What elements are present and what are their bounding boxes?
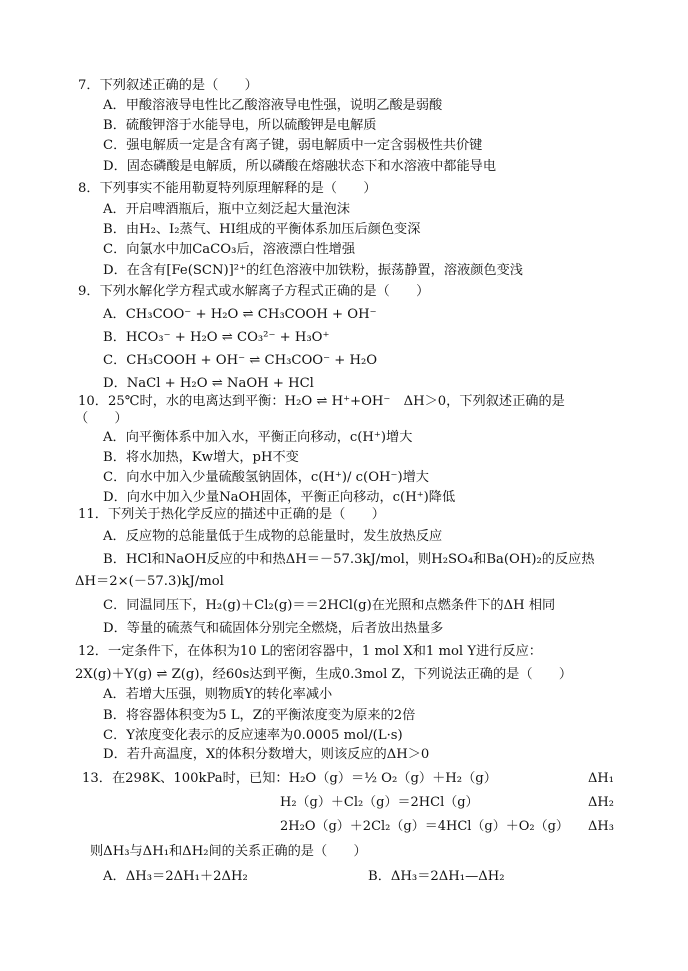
q12-option-c: C．Y浓度变化表示的反应速率为0.0005 mol/(L·s) <box>103 728 403 743</box>
q8-option-c: C．向氯水中加CaCO₃后，溶液漂白性增强 <box>103 242 356 257</box>
q13-dh3: ΔH₃ <box>588 819 614 834</box>
q8-option-a: A．开启啤酒瓶后，瓶中立刻泛起大量泡沫 <box>103 202 350 217</box>
q7-option-a: A．甲酸溶液导电性比乙酸溶液导电性强，说明乙酸是弱酸 <box>103 98 443 113</box>
q11-stem: 11．下列关于热化学反应的描述中正确的是（ ） <box>78 507 385 522</box>
q10-option-c: C．向水中加入少量硫酸氢钠固体，c(H⁺)/ c(OH⁻)增大 <box>103 470 429 485</box>
q9-option-c: C．CH₃COOH + OH⁻ ⇌ CH₃COO⁻ + H₂O <box>103 353 378 368</box>
q7-option-d: D．固态磷酸是电解质，所以磷酸在熔融状态下和水溶液中都能导电 <box>103 159 497 174</box>
q12-stem: 12．一定条件下，在体积为10 L的密闭容器中，1 mol X和1 mol Y进行反应： <box>78 644 542 659</box>
q10-option-a: A．向平衡体系中加入水，平衡正向移动，c(H⁺)增大 <box>103 430 413 445</box>
q9-option-a: A．CH₃COO⁻ + H₂O ⇌ CH₃COOH + OH⁻ <box>103 307 377 322</box>
q13-stem: 13．在298K、100kPa时，已知：H₂O（g）＝½ O₂（g）＋H₂（g） <box>82 771 497 786</box>
q13-option-b: B．ΔH₃＝2ΔH₁—ΔH₂ <box>368 869 505 884</box>
q7-option-b: B．硫酸钾溶于水能导电，所以硫酸钾是电解质 <box>103 118 377 133</box>
q10-stem: 10．25℃时，水的电离达到平衡：H₂O ⇌ H⁺+OH⁻ ΔH＞0，下列叙述正确的是 <box>78 394 565 409</box>
q13-dh1: ΔH₁ <box>588 771 614 786</box>
q13-dh2: ΔH₂ <box>588 795 614 810</box>
q10-answer-paren: （ ） <box>75 411 128 426</box>
q8-option-b: B．由H₂、I₂蒸气、HI组成的平衡体系加压后颜色变深 <box>103 222 421 237</box>
q8-option-d: D．在含有[Fe(SCN)]²⁺的红色溶液中加铁粉，振荡静置，溶液颜色变浅 <box>103 263 523 278</box>
q8-stem: 8．下列事实不能用勒夏特列原理解释的是（ ） <box>78 181 377 196</box>
q12-stem-line2: 2X(g)＋Y(g) ⇌ Z(g)，经60s达到平衡，生成0.3mol Z，下列说法正确的是（ ） <box>75 667 573 682</box>
q9-option-d: D．NaCl + H₂O ⇌ NaOH + HCl <box>103 376 314 391</box>
q13-equation-3: 2H₂O（g）＋2Cl₂（g）＝4HCl（g）＋O₂（g） <box>280 819 569 834</box>
q7-stem: 7．下列叙述正确的是（ ） <box>78 78 258 93</box>
q13-question: 则ΔH₃与ΔH₁和ΔH₂间的关系正确的是（ ） <box>90 844 367 859</box>
q11-option-c: C．同温同压下，H₂(g)＋Cl₂(g)＝＝2HCl(g)在光照和点燃条件下的ΔH 相同 <box>103 598 556 613</box>
q11-option-d: D．等量的硫蒸气和硫固体分别完全燃烧，后者放出热量多 <box>103 621 444 636</box>
q7-option-c: C．强电解质一定是含有离子键，弱电解质中一定含弱极性共价键 <box>103 138 483 153</box>
q12-option-b: B．将容器体积变为5 L，Z的平衡浓度变为原来的2倍 <box>103 708 416 723</box>
q9-stem: 9．下列水解化学方程式或水解离子方程式正确的是（ ） <box>78 284 430 299</box>
q10-option-d: D．向水中加入少量NaOH固体，平衡正向移动，c(H⁺)降低 <box>103 490 456 505</box>
q12-option-a: A．若增大压强，则物质Y的转化率减小 <box>103 687 333 702</box>
q12-option-d: D．若升高温度，X的体积分数增大，则该反应的ΔH＞0 <box>103 747 430 762</box>
q9-option-b: B．HCO₃⁻ + H₂O ⇌ CO₃²⁻ + H₃O⁺ <box>103 330 330 345</box>
q13-equation-2: H₂（g）＋Cl₂（g）＝2HCl（g） <box>280 795 479 810</box>
q11-option-b-continued: ΔH＝2×(－57.3)kJ/mol <box>75 574 224 589</box>
q11-option-a: A．反应物的总能量低于生成物的总能量时，发生放热反应 <box>103 529 443 544</box>
q10-option-b: B．将水加热，Kw增大，pH不变 <box>103 450 299 465</box>
q11-option-b: B．HCl和NaOH反应的中和热ΔH＝－57.3kJ/mol，则H₂SO₄和Ba(OH)₂的反应热 <box>103 552 595 567</box>
q13-option-a: A．ΔH₃＝2ΔH₁＋2ΔH₂ <box>103 869 248 884</box>
